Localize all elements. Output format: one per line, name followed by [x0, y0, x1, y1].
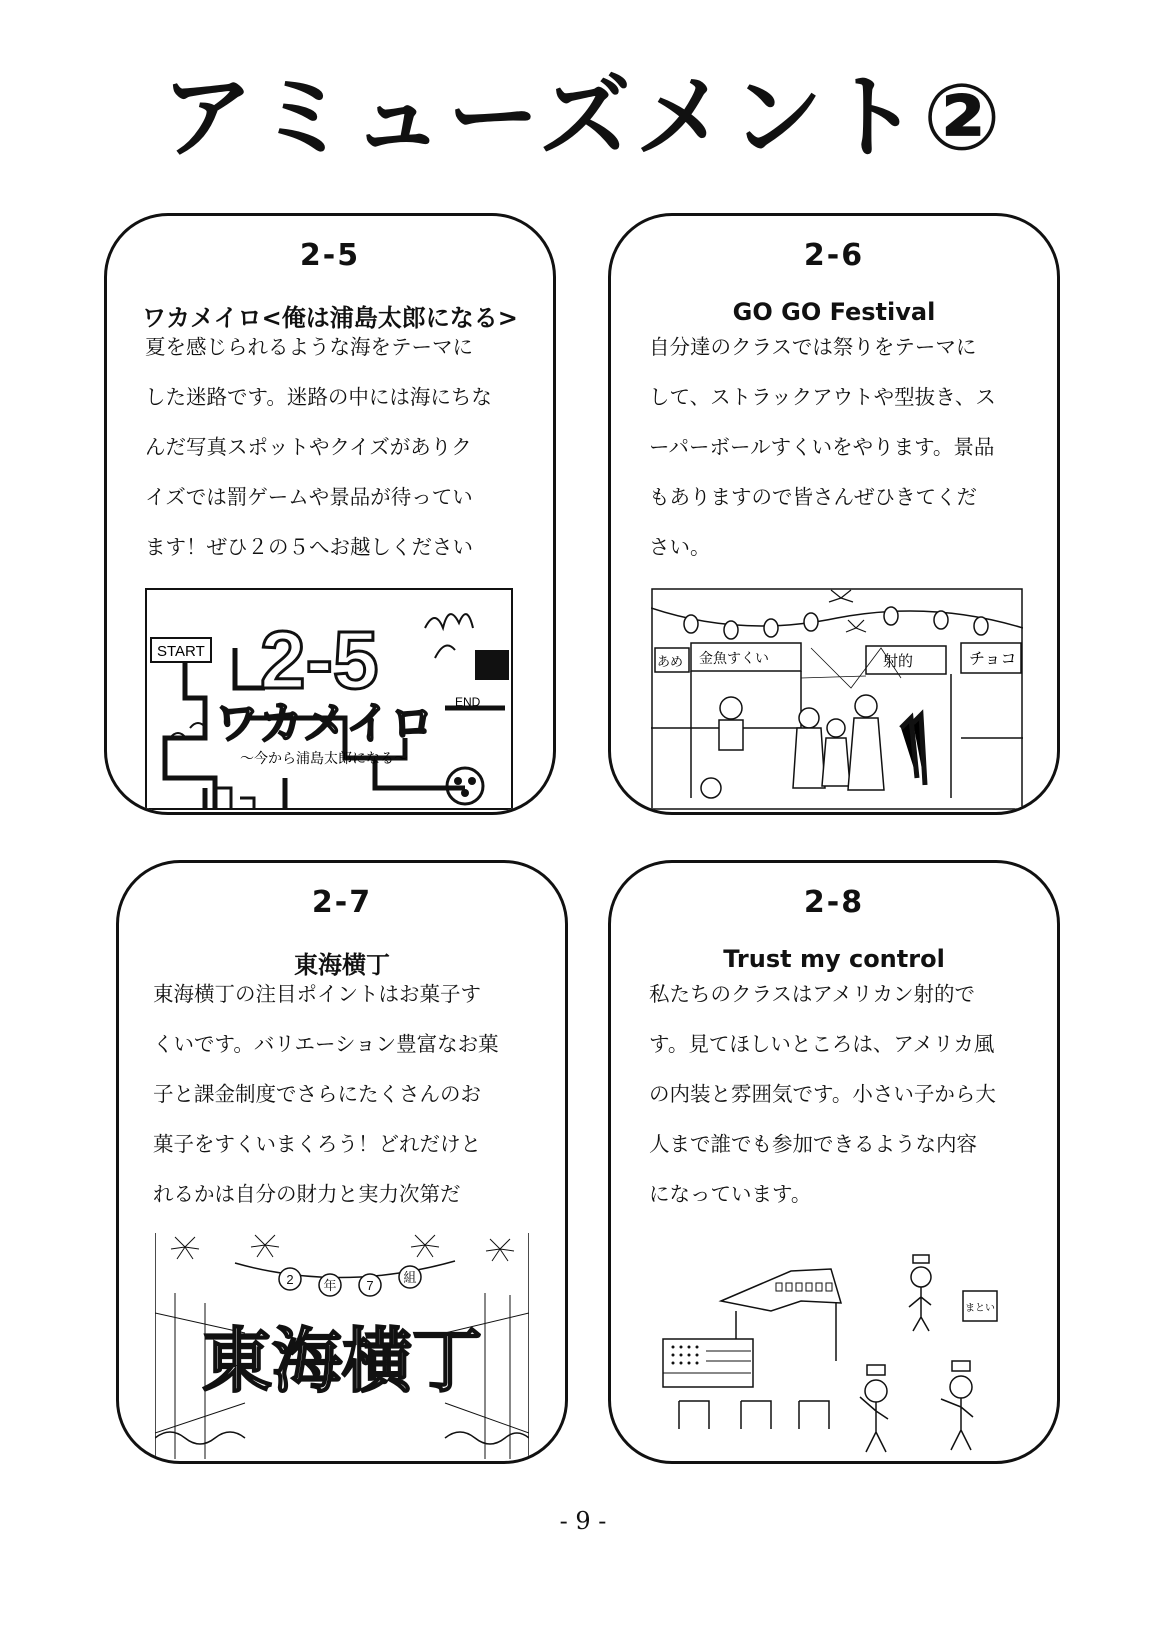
class-number: 2-6	[803, 238, 865, 273]
maze-drawing	[145, 588, 513, 810]
illus-caption: 〜今から浦島太郎になる〜	[240, 750, 408, 766]
stall-label: 射的	[883, 653, 914, 670]
festival-illustration	[651, 588, 1023, 810]
description-line: ます！ぜひ２の５へお越しください	[145, 535, 473, 559]
class-number: 2-5	[299, 238, 361, 273]
class-subtitle: Trust my control	[723, 945, 945, 973]
description-line: さい。	[649, 535, 711, 559]
shooting-drawing	[651, 1241, 1023, 1459]
description-line: す。見てほしいところは、アメリカ風	[649, 1032, 995, 1056]
illus-big-text: 東海横丁	[202, 1320, 482, 1402]
class-description	[145, 322, 492, 572]
description-line: くいです。バリエーション豊富なお菓	[153, 1032, 499, 1056]
class-card-2-6	[608, 213, 1060, 815]
class-subtitle: GO GO Festival	[732, 298, 936, 326]
description-line: 菓子をすくいまくろう！どれだけと	[153, 1132, 481, 1156]
description-line: になっています。	[649, 1182, 812, 1206]
description-line: 人まで誰でも参加できるような内容	[649, 1132, 977, 1156]
description-line: した迷路です。迷路の中には海にちな	[145, 385, 492, 409]
class-card-2-8	[608, 860, 1060, 1464]
yokocho-drawing	[155, 1233, 529, 1459]
class-subtitle: ワカメイロ<俺は浦島太郎になる>	[142, 304, 518, 332]
class-card-2-5	[104, 213, 556, 815]
description-line: 夏を感じられるような海をテーマに	[145, 335, 473, 359]
description-line: 子と課金制度でさらにたくさんのお	[153, 1082, 481, 1106]
description-line: 自分達のクラスでは祭りをテーマに	[649, 335, 977, 359]
start-label: START	[157, 643, 205, 660]
banner-char: 年	[323, 1278, 337, 1293]
class-description	[153, 969, 499, 1219]
class-card-2-7	[116, 860, 568, 1464]
banner-char: 2	[286, 1272, 294, 1287]
class-description	[649, 322, 996, 572]
description-line: もありますので皆さんぜひきてくだ	[649, 485, 977, 509]
class-number: 2-8	[803, 885, 865, 920]
end-label: END	[455, 695, 481, 709]
description-line: イズでは罰ゲームや景品が待ってい	[145, 485, 473, 509]
stall-label: チョコ	[969, 651, 1017, 668]
stall-label: 金魚すくい	[699, 650, 769, 666]
yokocho-illustration	[155, 1233, 529, 1459]
maze-illustration	[145, 588, 513, 810]
description-line: して、ストラックアウトや型抜き、ス	[649, 385, 996, 409]
description-line: 東海横丁の注目ポイントはお菓子す	[153, 982, 481, 1006]
class-description	[649, 969, 996, 1219]
sign-text: まとい	[965, 1303, 995, 1314]
description-line: んだ写真スポットやクイズがありク	[145, 435, 472, 459]
banner-char: 7	[366, 1278, 374, 1293]
festival-drawing	[651, 588, 1023, 810]
illus-big-text: 2-5	[260, 615, 379, 706]
illus-name-text: ワカメイロ	[215, 699, 435, 748]
description-line: 私たちのクラスはアメリカン射的で	[649, 982, 975, 1006]
class-number: 2-7	[311, 885, 373, 920]
description-line: の内装と雰囲気です。小さい子から大	[649, 1082, 996, 1106]
stall-label: あめ	[657, 654, 684, 669]
description-line: ーパーボールすくいをやります。景品	[649, 435, 995, 459]
banner-char: 組	[403, 1270, 417, 1285]
description-line: れるかは自分の財力と実力次第だ	[153, 1182, 461, 1206]
class-subtitle: 東海横丁	[294, 951, 390, 979]
page-number: - 9 -	[559, 1507, 607, 1535]
shooting-illustration	[651, 1241, 1023, 1459]
page-title: アミューズメント②	[161, 64, 1005, 171]
